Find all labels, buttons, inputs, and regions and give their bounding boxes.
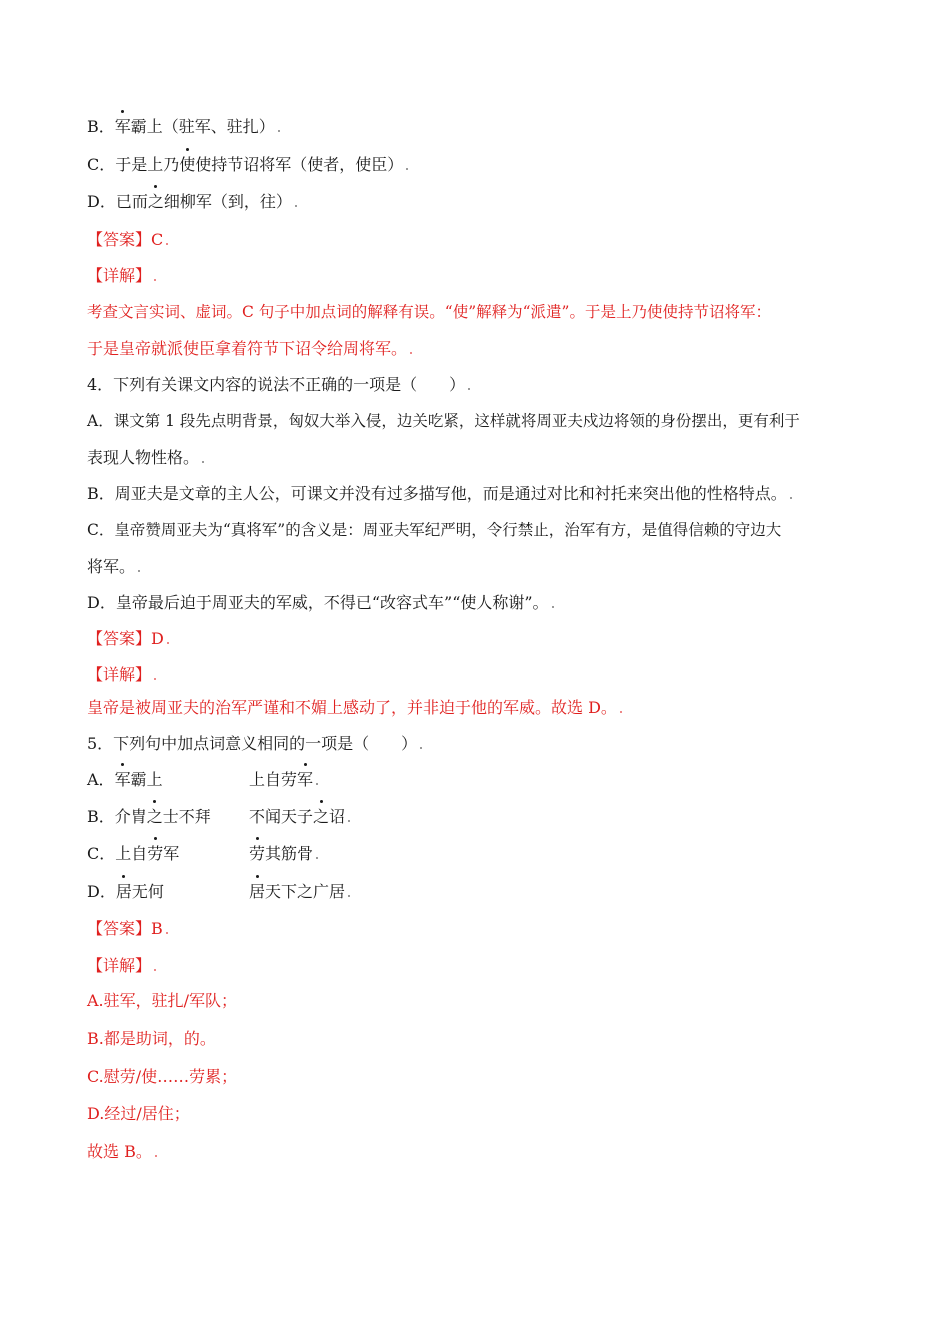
paragraph-mark-icon [420, 747, 422, 749]
q3-option-d: D．已而之细柳军（到，往） [87, 191, 297, 213]
q5-detail-line: D.经过/居住； [87, 1104, 190, 1123]
emphasis-dot-char: 居 [249, 882, 266, 901]
emphasis-dot-char: 劳 [147, 844, 164, 863]
paragraph-mark-icon [316, 783, 318, 785]
q5-option-a-right: 上自劳军 [249, 769, 318, 791]
paragraph-mark-icon [154, 678, 156, 680]
q3-detail-tag: 【详解】 [87, 265, 156, 287]
q4-option-c-line2: 将军。 [87, 556, 140, 578]
paragraph-mark-icon [316, 857, 318, 859]
q5-option-d-right: 居天下之广居 [249, 881, 350, 903]
paragraph-mark-icon [552, 606, 554, 608]
paragraph-mark-icon [154, 279, 156, 281]
q4-answer: 【答案】D [87, 628, 169, 650]
emphasis-dot-char: 军 [297, 770, 314, 789]
paragraph-mark-icon [278, 130, 280, 132]
emphasis-dot-char: 之 [147, 192, 164, 211]
emphasis-dot-char: 之 [313, 807, 330, 826]
paragraph-mark-icon [166, 243, 168, 245]
q4-option-a-line2: 表现人物性格。 [87, 447, 204, 469]
q4-stem: 4．下列有关课文内容的说法不正确的一项是（ ） [87, 374, 470, 396]
q5-detail-tag: 【详解】 [87, 955, 156, 977]
q3-option-c: C．于是上乃使使持节诏将军（使者，使臣） [87, 154, 408, 176]
q5-option-c-right: 劳其筋骨 [249, 843, 318, 865]
q4-detail-tag: 【详解】 [87, 664, 156, 686]
q3-detail-line1: 考查文言实词、虚词。C 句子中加点词的解释有误。“使”解释为“派遣”。于是上乃使使持节诏将军： [87, 303, 771, 321]
q5-answer: 【答案】B [87, 918, 168, 940]
q3-option-b: B．军霸上（驻军、驻扎） [87, 116, 280, 138]
q5-detail-line: 故选 B。 [87, 1141, 157, 1163]
emphasis-dot-char: 军 [114, 770, 131, 789]
q5-option-c-left: C．上自劳军 [87, 844, 180, 863]
paragraph-mark-icon [348, 895, 350, 897]
paragraph-mark-icon [468, 388, 470, 390]
q5-option-b-right: 不闻天子之诏 [249, 806, 350, 828]
emphasis-dot-char: 劳 [249, 844, 266, 863]
paragraph-mark-icon [138, 570, 140, 572]
q5-detail-line: A.驻军，驻扎/军队； [87, 991, 238, 1010]
paragraph-mark-icon [202, 461, 204, 463]
emphasis-dot-char: 之 [146, 807, 163, 826]
q5-option-d-left: D．居无何 [87, 882, 164, 901]
paragraph-mark-icon [790, 497, 792, 499]
q5-detail-line: B.都是助词，的。 [87, 1029, 216, 1048]
q4-detail: 皇帝是被周亚夫的治军严谨和不媚上感动了，并非迫于他的军威。故选 D。 [87, 697, 622, 719]
q3-answer: 【答案】C [87, 229, 168, 251]
q5-detail-line: C.慰劳/使……劳累； [87, 1067, 238, 1086]
paragraph-mark-icon [406, 168, 408, 170]
paragraph-mark-icon [155, 1155, 157, 1157]
emphasis-dot-char: 军 [114, 117, 131, 136]
q5-option-a-left: A．军霸上 [87, 770, 163, 789]
paragraph-mark-icon [620, 711, 622, 713]
paragraph-mark-icon [410, 352, 412, 354]
paragraph-mark-icon [348, 820, 350, 822]
paragraph-mark-icon [295, 205, 297, 207]
emphasis-dot-char: 使 [179, 155, 196, 174]
q5-stem: 5．下列句中加点词意义相同的一项是（ ） [87, 733, 422, 755]
paragraph-mark-icon [154, 969, 156, 971]
q4-option-d: D．皇帝最后迫于周亚夫的军威，不得已“改容式车”“使人称谢”。 [87, 592, 554, 614]
q4-option-b: B．周亚夫是文章的主人公，可课文并没有过多描写他，而是通过对比和衬托来突出他的性格特点。 [87, 483, 792, 505]
q4-option-a-line1: A．课文第 1 段先点明背景，匈奴大举入侵，边关吃紧，这样就将周亚夫戍边将领的身份摆出，更有利于 [87, 412, 800, 430]
paragraph-mark-icon [167, 642, 169, 644]
emphasis-dot-char: 居 [115, 882, 132, 901]
q3-detail-line2: 于是皇帝就派使臣拿着符节下诏令给周将军。 [87, 338, 412, 360]
paragraph-mark-icon [166, 932, 168, 934]
q4-option-c-line1: C．皇帝赞周亚夫为“真将军”的含义是：周亚夫军纪严明，令行禁止，治军有方，是值得信赖的守边大 [87, 521, 782, 539]
q5-option-b-left: B．介胄之士不拜 [87, 807, 211, 826]
